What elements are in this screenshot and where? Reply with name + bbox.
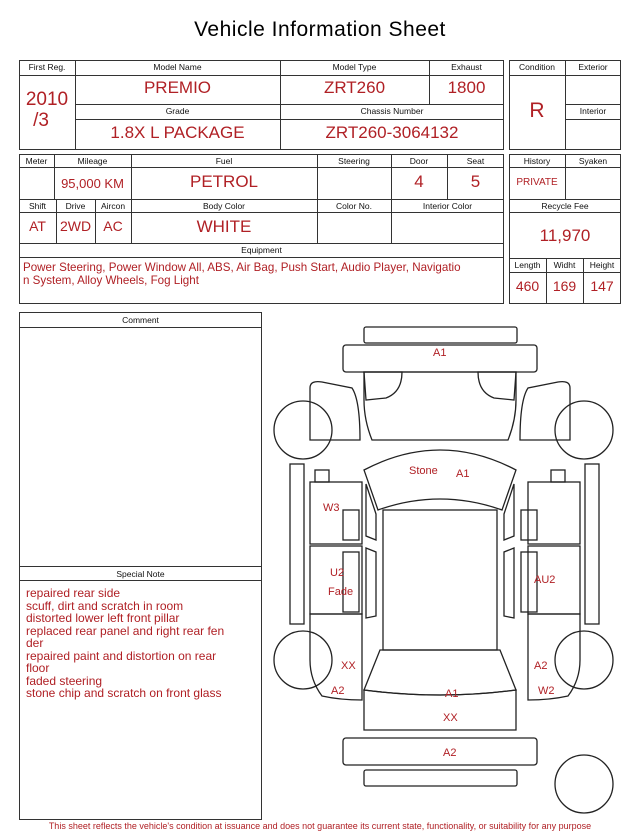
wheel-rear-right bbox=[555, 631, 613, 689]
shift-value: AT bbox=[29, 218, 46, 234]
spare-wheel bbox=[555, 755, 613, 813]
mark-windshield-stone: Stone bbox=[409, 465, 438, 477]
page-title: Vehicle Information Sheet bbox=[194, 18, 446, 41]
door-value: 4 bbox=[414, 172, 424, 191]
mark-left-rear-door-note: Fade bbox=[328, 586, 354, 598]
special-note-item: scuff, dirt and scratch in room bbox=[26, 598, 184, 613]
drive-label: Drive bbox=[65, 201, 86, 211]
interior-label: Interior bbox=[579, 106, 607, 116]
door-label: Door bbox=[409, 156, 429, 166]
special-note-label: Special Note bbox=[116, 569, 165, 579]
condition-label: Condition bbox=[519, 62, 555, 72]
interior-color-label: Interior Color bbox=[422, 201, 473, 211]
left-front-fender bbox=[310, 382, 360, 440]
color-no-label: Color No. bbox=[336, 201, 372, 211]
wheel-front-right bbox=[555, 401, 613, 459]
history-value: PRIVATE bbox=[516, 177, 558, 188]
seat-value: 5 bbox=[470, 172, 481, 191]
mark-rear-bumper: A2 bbox=[443, 747, 457, 759]
fuel-value: PETROL bbox=[189, 172, 259, 191]
seat-label: Seat bbox=[466, 156, 485, 166]
equipment-label: Equipment bbox=[241, 245, 282, 255]
equipment-line-2: n System, Alloy Wheels, Fog Light bbox=[23, 274, 199, 287]
left-side-sill bbox=[290, 464, 304, 624]
right-rear-window bbox=[504, 548, 514, 618]
right-side-sill bbox=[585, 464, 599, 624]
mark-front-bumper: A1 bbox=[433, 347, 447, 359]
rear-bumper-bottom bbox=[364, 770, 517, 786]
wheel-front-left bbox=[274, 401, 332, 459]
mark-right-rear-pillar: A2 bbox=[534, 660, 548, 672]
disclaimer-footer: This sheet reflects the vehicle's condition at issuance and does not guarantee its current state, functionality, or suitability for any purpose bbox=[48, 821, 592, 831]
front-bumper-top bbox=[364, 327, 517, 343]
model-name-label: Model Name bbox=[153, 62, 202, 72]
special-note-item: faded steering bbox=[26, 673, 103, 688]
model-type-label: Model Type bbox=[332, 62, 377, 72]
model-type-value: ZRT260 bbox=[323, 78, 386, 97]
body-color-value: WHITE bbox=[196, 217, 252, 236]
length-value: 460 bbox=[515, 278, 540, 294]
first-reg-month: /3 bbox=[33, 110, 49, 131]
width-value: 169 bbox=[552, 278, 577, 294]
first-reg-year: 2010 bbox=[25, 89, 69, 110]
special-note-list bbox=[26, 587, 260, 700]
rear-window bbox=[364, 650, 516, 695]
mark-rear-panel: XX bbox=[443, 712, 458, 724]
exhaust-label: Exhaust bbox=[451, 62, 482, 72]
right-mirror bbox=[551, 470, 565, 482]
mileage-label: Mileage bbox=[77, 156, 108, 166]
right-front-window bbox=[504, 484, 514, 540]
width-label: Widht bbox=[553, 260, 576, 270]
grade-label: Grade bbox=[165, 106, 190, 116]
left-rear-window bbox=[366, 548, 376, 618]
special-note-item: distorted lower left front pillar bbox=[26, 611, 180, 625]
left-mirror bbox=[315, 470, 329, 482]
rear-bumper bbox=[343, 738, 537, 765]
hood-lamp-left bbox=[364, 372, 402, 400]
condition-value: R bbox=[529, 99, 545, 122]
meter-label: Meter bbox=[25, 156, 48, 166]
mark-trunk: A1 bbox=[445, 688, 459, 700]
steering-label: Steering bbox=[338, 156, 370, 166]
special-note-item: repaired paint and distortion on rear bbox=[26, 648, 217, 663]
car-damage-diagram bbox=[270, 320, 630, 820]
right-door-glass-front bbox=[521, 510, 537, 540]
comment-label: Comment bbox=[122, 315, 159, 325]
special-note-item: replaced rear panel and right rear fen bbox=[26, 623, 225, 638]
left-door-glass-front bbox=[343, 510, 359, 540]
height-label: Height bbox=[589, 260, 615, 270]
height-value: 147 bbox=[590, 278, 614, 294]
syaken-label: Syaken bbox=[578, 156, 608, 166]
aircon-value: AC bbox=[103, 218, 123, 234]
roof bbox=[383, 510, 497, 650]
history-label: History bbox=[523, 156, 551, 166]
trunk-lid bbox=[364, 690, 516, 730]
mileage-value: 95,000 KM bbox=[61, 176, 124, 191]
special-note-item: stone chip and scratch on front glass bbox=[26, 686, 222, 700]
mark-windshield: A1 bbox=[456, 468, 470, 480]
equipment-line-1: Power Steering, Power Window All, ABS, Air Bag, Push Start, Audio Player, Navigatio bbox=[23, 261, 461, 274]
special-note-item: floor bbox=[26, 661, 50, 675]
chassis-number-label: Chassis Number bbox=[360, 106, 424, 116]
fuel-label: Fuel bbox=[215, 156, 233, 166]
special-note-item: der bbox=[26, 636, 44, 650]
shift-label: Shift bbox=[28, 201, 46, 211]
exterior-label: Exterior bbox=[578, 62, 608, 72]
windshield bbox=[364, 450, 516, 510]
first-reg-label: First Reg. bbox=[28, 62, 66, 72]
mark-right-rear-fender: W2 bbox=[538, 685, 555, 697]
grade-value: 1.8X L PACKAGE bbox=[110, 123, 245, 142]
recycle-fee-value: 11,970 bbox=[539, 226, 591, 245]
mark-left-rear-pillar: XX bbox=[341, 660, 356, 672]
mark-left-rear-door: U2 bbox=[330, 567, 345, 579]
left-front-window bbox=[366, 484, 376, 540]
chassis-number-value: ZRT260-3064132 bbox=[325, 123, 459, 142]
mark-left-rear-fender: A2 bbox=[331, 685, 345, 697]
exhaust-value: 1800 bbox=[447, 78, 486, 97]
mark-left-front-door: W3 bbox=[323, 502, 340, 514]
equipment-value bbox=[23, 261, 501, 287]
recycle-fee-label: Recycle Fee bbox=[541, 201, 589, 211]
drive-value: 2WD bbox=[59, 218, 92, 234]
special-note-item: repaired rear side bbox=[26, 586, 121, 600]
length-label: Length bbox=[514, 260, 541, 270]
right-front-door bbox=[528, 482, 580, 544]
aircon-label: Aircon bbox=[100, 201, 126, 211]
mark-right-rear-door: AU2 bbox=[534, 574, 556, 586]
wheel-rear-left bbox=[274, 631, 332, 689]
body-color-label: Body Color bbox=[202, 201, 246, 211]
hood-lamp-right bbox=[478, 372, 516, 400]
model-name-value: PREMIO bbox=[143, 78, 212, 97]
left-rear-door bbox=[310, 546, 362, 614]
left-door-glass-rear bbox=[343, 552, 359, 612]
hood bbox=[364, 372, 516, 440]
